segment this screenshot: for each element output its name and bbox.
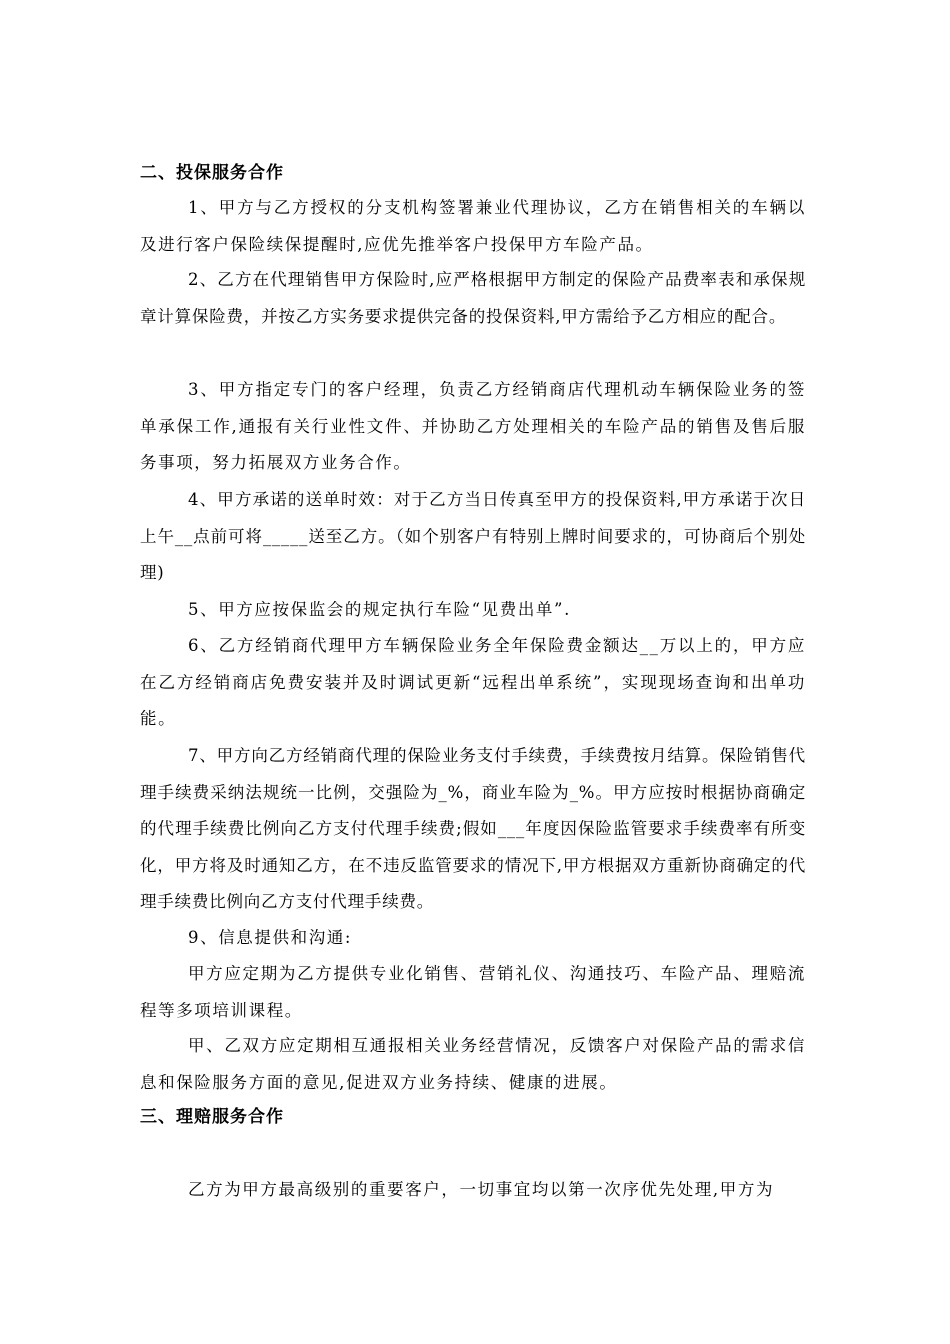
paragraph-5: 5、甲方应按保监会的规定执行车险“见费出单”. xyxy=(188,600,571,619)
paragraph-claims-1: 乙方为甲方最高级别的重要客户，一切事宜均以第一次序优先处理,甲方为 xyxy=(188,1180,775,1199)
paragraph-7: 7、甲方向乙方经销商代理的保险业务支付手续费，手续费按月结算。保险销售代理手续费采纳法规统一比例，交强险为_%，商业车险为_%。甲方应按时根据协商确定的代理手续费比例向乙方支付代理手续费;假如___年度因保险监管要求手续费率有所变化，甲方将及时通知乙方，在不违反监管要求的情况下,甲方根据双方重新协商确定的代理手续费比例向乙方支付代理手续费。 xyxy=(140,746,806,911)
paragraph-1: 1、甲方与乙方授权的分支机构签署兼业代理协议，乙方在销售相关的车辆以及进行客户保险续保提醒时,应优先推举客户投保甲方车险产品。 xyxy=(140,198,806,254)
paragraph-9: 9、信息提供和沟通: xyxy=(188,928,353,947)
section-heading-3: 三、理赔服务合作 xyxy=(140,1107,284,1127)
paragraph-9-training: 甲方应定期为乙方提供专业化销售、营销礼仪、沟通技巧、车险产品、理赔流程等多项培训课程。 xyxy=(140,964,806,1020)
paragraph-9-communication: 甲、乙双方应定期相互通报相关业务经营情况，反馈客户对保险产品的需求信息和保险服务方面的意见,促进双方业务持续、健康的进展。 xyxy=(140,1036,806,1092)
paragraph-2: 2、乙方在代理销售甲方保险时,应严格根据甲方制定的保险产品费率表和承保规章计算保险费，并按乙方实务要求提供完备的投保资料,甲方需给予乙方相应的配合。 xyxy=(140,270,806,326)
paragraph-6: 6、乙方经销商代理甲方车辆保险业务全年保险费金额达__万以上的，甲方应在乙方经销商店免费安装并及时调试更新“远程出单系统”，实现现场查询和出单功能。 xyxy=(140,636,806,728)
paragraph-3: 3、甲方指定专门的客户经理，负责乙方经销商店代理机动车辆保险业务的签单承保工作,通报有关行业性文件、并协助乙方处理相关的车险产品的销售及售后服务事项，努力拓展双方业务合作。 xyxy=(140,380,806,472)
section-heading-2: 二、投保服务合作 xyxy=(140,163,284,183)
paragraph-4: 4、甲方承诺的送单时效：对于乙方当日传真至甲方的投保资料,甲方承诺于次日上午__点前可将_____送至乙方。（如个别客户有特别上牌时间要求的，可协商后个别处理) xyxy=(140,490,806,582)
